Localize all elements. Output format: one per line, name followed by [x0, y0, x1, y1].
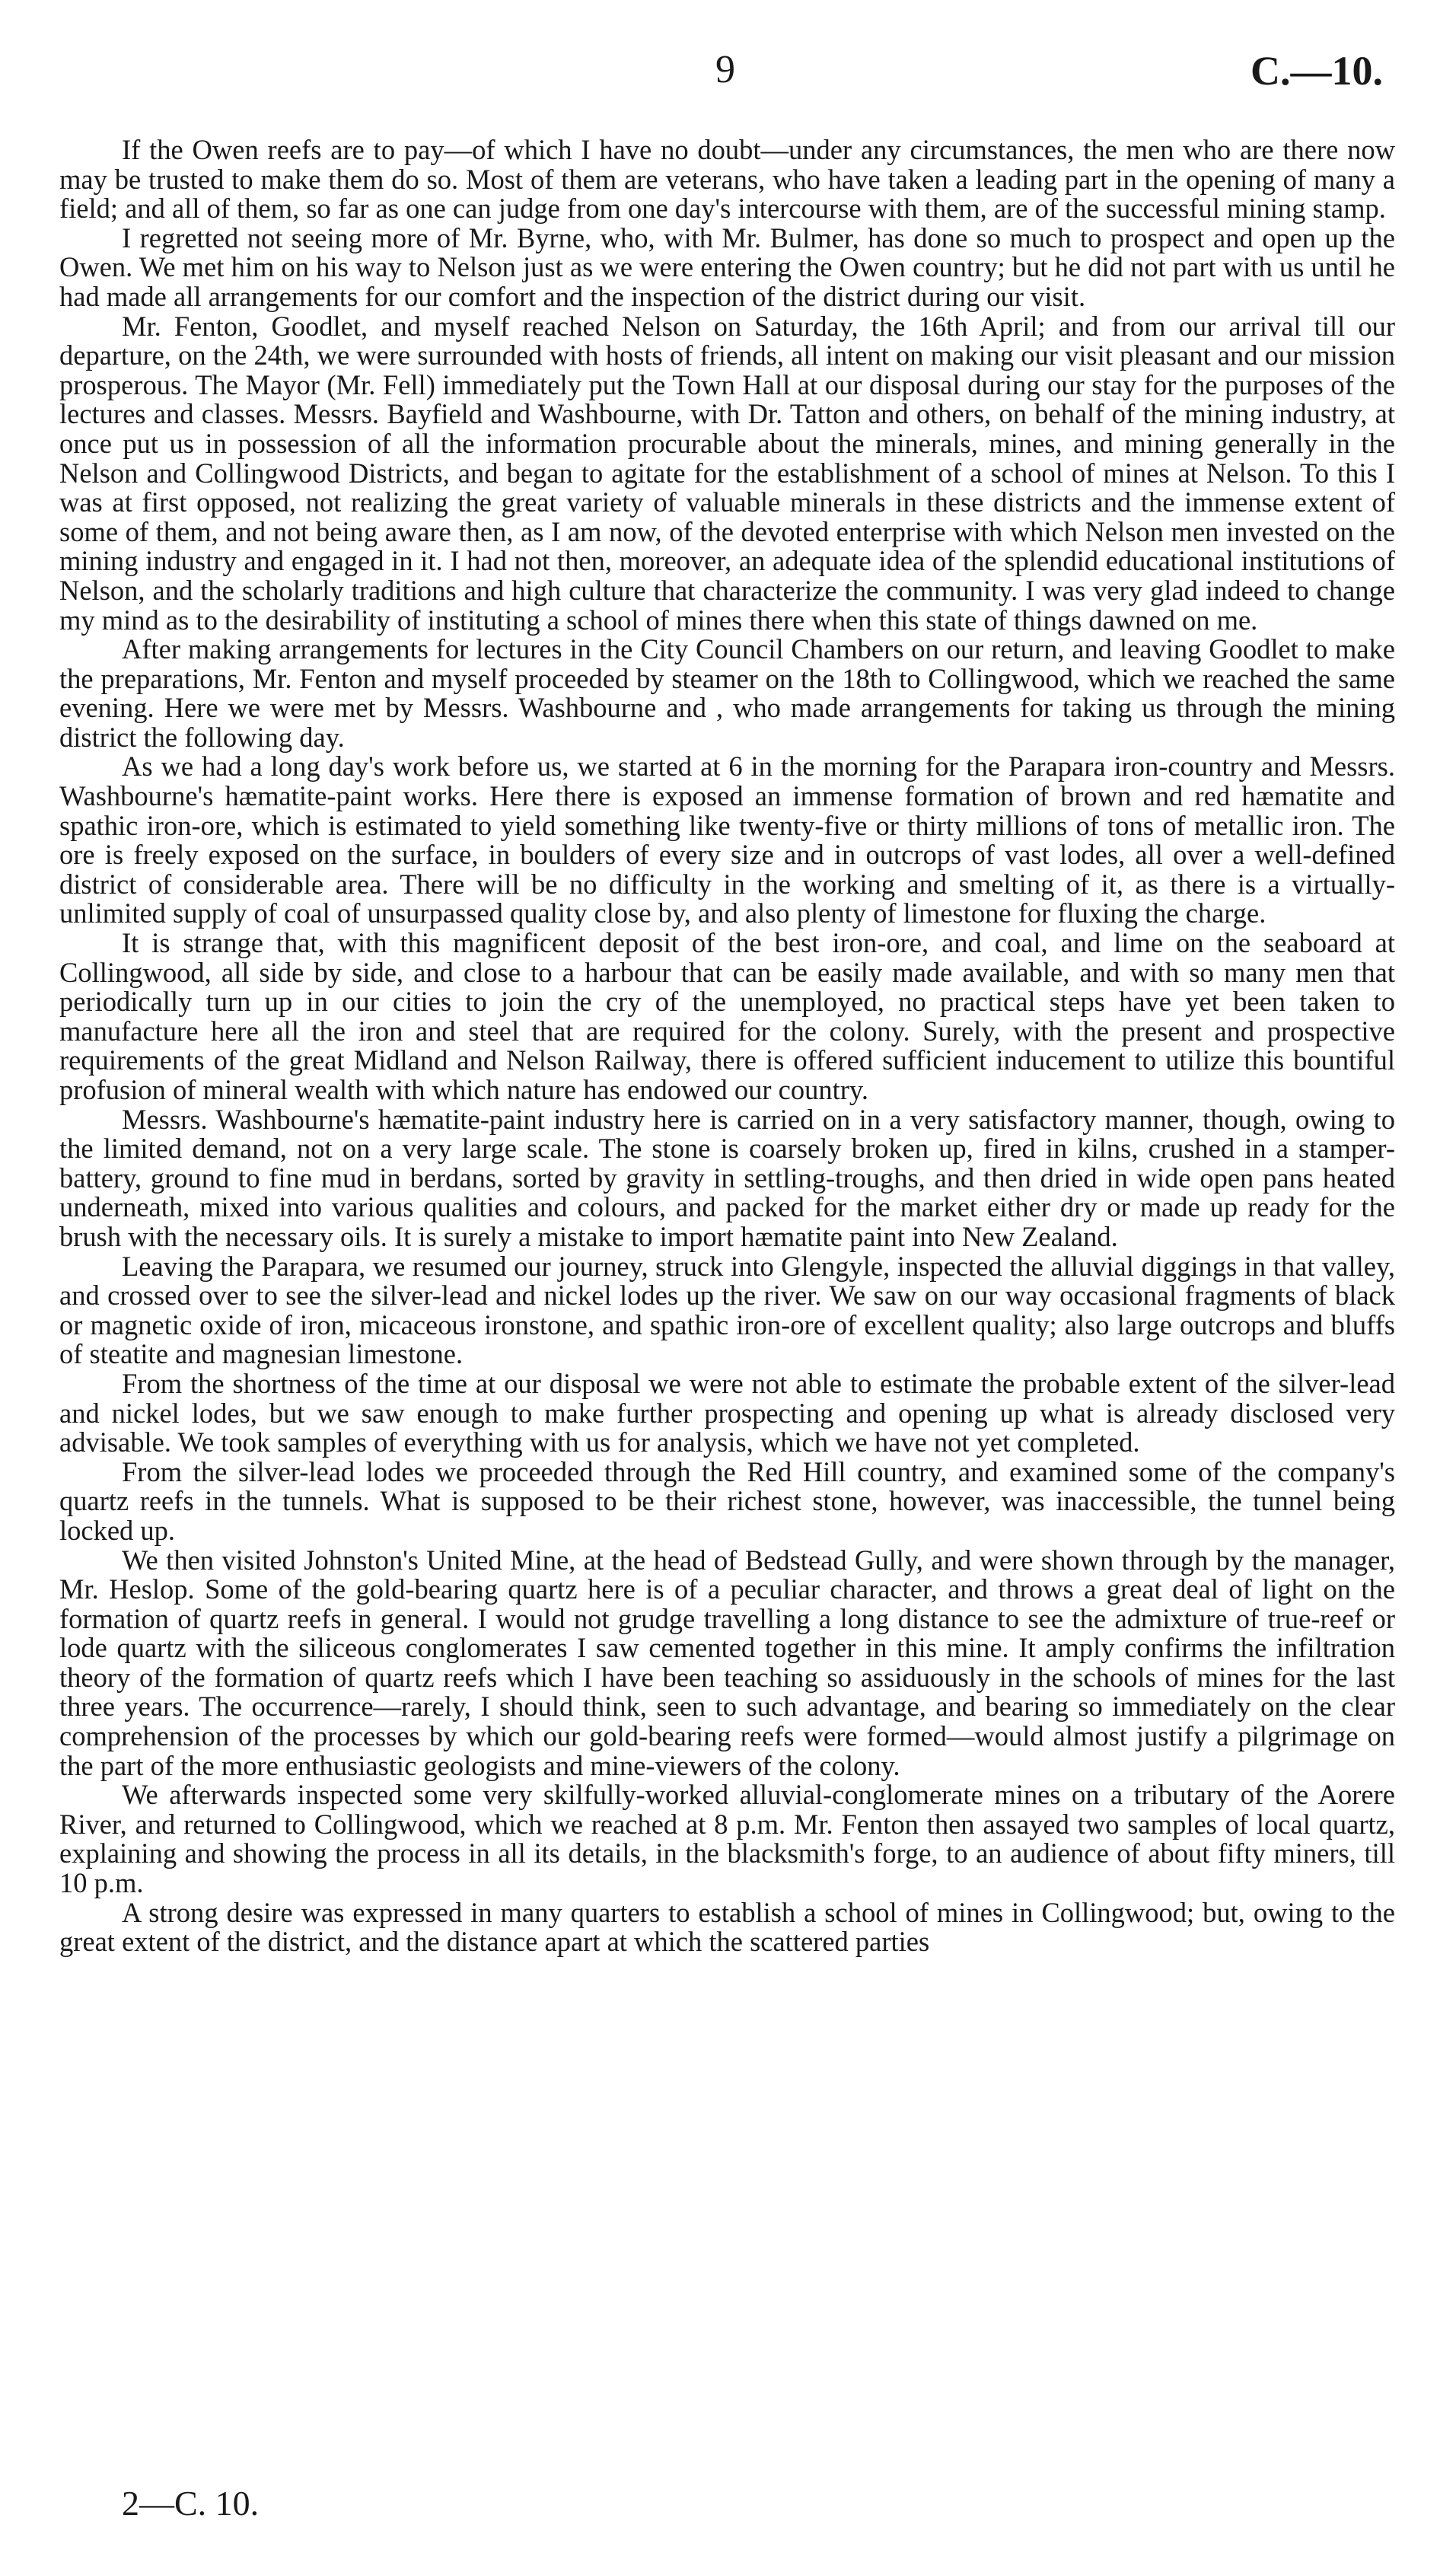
paragraph-iron-industry: It is strange that, with this magnificent deposit of the best iron-ore, and coal, and lime on the seaboard at Collingwood, all side by side, and close to a harbour that can be easily made available, and with so many men that periodically turn up in our cities to join the cry of the unemployed, no practical steps have yet been taken to manufacture here all the iron and steel that are required for the colony. Surely, with the present and prospective requirements of the great Midland and Nelson Railway, there is offered sufficient inducement to utilize this bountiful profusion of mineral wealth with which nature has endowed our country. [59, 927, 1395, 1105]
paragraph-johnstons-mine: We then visited Johnston's United Mine, at the head of Bedstead Gully, and were shown through by the manager, Mr. Heslop. Some of the gold-bearing quartz here is of a peculiar character, and throws a great deal of light on the formation of quartz reefs in general. I would not grudge travelling a long distance to see the admixture of true-reef or lode quartz with the siliceous conglomerates I saw cemented together in this mine. It amply confirms the infiltration theory of the formation of quartz reefs which I have been teaching so assiduously in the schools of mines for the last three years. The occurrence—rarely, I should think, seen to such advantage, and bearing so immediately on the clear comprehension of the processes by which our gold-bearing reefs were formed—would almost justify a pilgrimage on the part of the more enthusiastic geologists and mine-viewers of the colony. [59, 1544, 1395, 1781]
page-number: 9 [715, 48, 735, 91]
paragraph-silver-lead: From the shortness of the time at our disposal we were not able to estimate the probable extent of the silver-lead and nickel lodes, but we saw enough to make further prospecting and opening up what is already disclosed very advisable. We took samples of everything with us for analysis, which we have not yet completed. [59, 1367, 1395, 1458]
paragraph-nelson-arrival: Mr. Fenton, Goodlet, and myself reached Nelson on Saturday, the 16th April; and from our arrival till our departure, on the 24th, we were surrounded with hosts of friends, all intent on making our visit pleasant and our mission prosperous. The Mayor (Mr. Fell) immediately put the Town Hall at our disposal during our stay for the purposes of the lectures and classes. Messrs. Bayfield and Washbourne, with Dr. Tatton and others, on behalf of the mining industry, at once put us in possession of all the information procurable about the minerals, mines, and mining generally in the Nelson and Collingwood Districts, and began to agitate for the establishment of a school of mines at Nelson. To this I was at first opposed, not realizing the great variety of valuable minerals in these districts and the immense extent of some of them, and not being aware then, as I am now, of the devoted enterprise with which Nelson men invested on the mining industry and engaged in it. I had not then, moreover, an adequate idea of the splendid educational institutions of Nelson, and the scholarly traditions and high culture that characterize the community. I was very glad indeed to change my mind as to the desirability of instituting a school of mines there when this state of things dawned on me. [59, 310, 1395, 636]
paragraph-collingwood-trip: After making arrangements for lectures in the City Council Chambers on our return, and leaving Goodlet to make the preparations, Mr. Fenton and myself proceeded by steamer on the 18th to Collingwood, which we reached the same evening. Here we were met by Messrs. Washbourne and , who made arrangements for taking us through the mining district the following day. [59, 633, 1395, 753]
paragraph-owen-reefs: If the Owen reefs are to pay—of which I have no doubt—under any circumstances, the men who are there now may be trusted to make them do so. Most of them are veterans, who have taken a leading part in the opening of many a field; and all of them, so far as one can judge from one day's intercourse with them, are of the successful mining stamp. [59, 134, 1395, 225]
paragraph-red-hill: From the silver-lead lodes we proceeded through the Red Hill country, and examined some of the company's quartz reefs in the tunnels. What is supposed to be their richest stone, however, was inaccessible, the tunnel being locked up. [59, 1455, 1395, 1546]
paragraph-parapara-iron: As we had a long day's work before us, we started at 6 in the morning for the Parapara iron-country and Messrs. Washbourne's hæmatite-paint works. Here there is exposed an immense formation of brown and red hæmatite and spathic iron-ore, which is estimated to yield something like twenty-five or thirty millions of tons of metallic iron. The ore is freely exposed on the surface, in boulders of every size and in outcrops of vast lodes, all over a well-defined district of considerable area. There will be no difficulty in the working and smelting of it, as there is a virtually-unlimited supply of coal of unsurpassed quality close by, and also plenty of limestone for fluxing the charge. [59, 751, 1395, 929]
page-header [0, 47, 1456, 100]
paragraph-aorere-river: We afterwards inspected some very skilfully-worked alluvial-conglomerate mines on a tributary of the Aorere River, and returned to Collingwood, which we reached at 8 p.m. Mr. Fenton then assayed two samples of local quartz, explaining and showing the process in all its details, in the blacksmith's forge, to an audience of about fifty miners, till 10 p.m. [59, 1779, 1395, 1899]
paragraph-mr-byrne: I regretted not seeing more of Mr. Byrne, who, with Mr. Bulmer, has done so much to prospect and open up the Owen. We met him on his way to Nelson just as we were entering the Owen country; but he did not part with us until he had made all arrangements for our comfort and the inspection of the district during our visit. [59, 222, 1395, 312]
body-text [59, 135, 1395, 1957]
paragraph-paint-industry: Messrs. Washbourne's hæmatite-paint industry here is carried on in a very satisfactory manner, though, owing to the limited demand, not on a very large scale. The stone is coarsely broken up, fired in kilns, crushed in a stamper-battery, ground to fine mud in berdans, sorted by gravity in settling-troughs, and then dried in wide open pans heated underneath, mixed into various qualities and colours, and packed for the market either dry or made up ready for the brush with the necessary oils. It is surely a mistake to import hæmatite paint into New Zealand. [59, 1103, 1395, 1252]
paragraph-school-of-mines: A strong desire was expressed in many quarters to establish a school of mines in Collingwood; but, owing to the great extent of the district, and the distance apart at which the scattered parties [59, 1896, 1395, 1958]
paragraph-glengyle: Leaving the Parapara, we resumed our journey, struck into Glengyle, inspected the alluvial diggings in that valley, and crossed over to see the silver-lead and nickel lodes up the river. We saw on our way occasional fragments of black or magnetic oxide of iron, micaceous ironstone, and spathic iron-ore of excellent quality; also large outcrops and bluffs of steatite and magnesian limestone. [59, 1250, 1395, 1370]
signature-mark: 2—C. 10. [122, 2484, 260, 2523]
document-reference: C.—10. [1251, 48, 1383, 94]
